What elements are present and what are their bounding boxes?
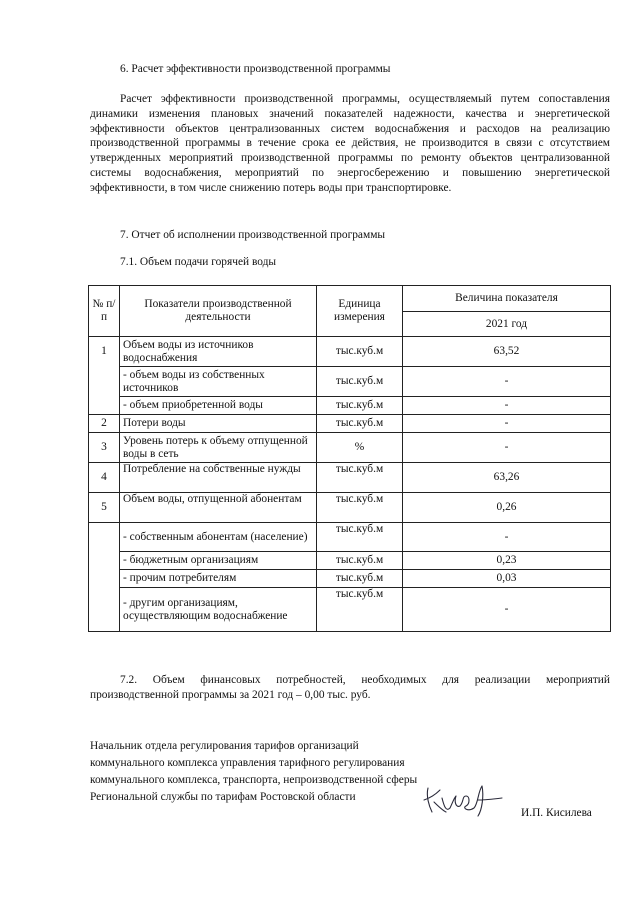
row-unit: тыс.куб.м: [317, 493, 403, 523]
row-indicator: Потребление на собственные нужды: [120, 463, 317, 493]
row-unit: тыс.куб.м: [317, 552, 403, 570]
header-num: № п/п: [89, 286, 120, 337]
row-value: -: [403, 588, 611, 632]
table-row: [89, 397, 611, 415]
table-row: [89, 367, 611, 397]
section-6-paragraph: Расчет эффективности производственной программы, осуществляемый путем сопоставления динамики изменения плановых значений показателей надежности, качества и энергетической эффективности объектов централизованных систем водоснабжения и расходов на реализацию производственной программы в течение срока ее действия, не производится в связи с отсутствием утвержденных мероприятий производственной программы по ремонту объектов централизованной системы водоснабжения, мероприятий по энергосбережению и повышению энергетической эффективности, в том числе снижению потерь воды при транспортировке.: [90, 93, 610, 194]
row-value: -: [403, 397, 611, 415]
header-unit: Единица измерения: [317, 286, 403, 337]
row-value: -: [403, 433, 611, 463]
table-row: [89, 570, 611, 588]
handwritten-signature: [420, 772, 506, 820]
section-7-heading: 7. Отчет об исполнении производственной программы: [120, 229, 386, 241]
row-indicator: - бюджетным организациям: [120, 552, 317, 570]
row-unit: тыс.куб.м: [317, 337, 403, 367]
row-number: 1: [89, 337, 120, 415]
water-supply-table: [88, 285, 611, 632]
header-year: 2021 год: [403, 312, 611, 337]
row-number: [89, 523, 120, 632]
table-row: [89, 552, 611, 570]
header-indicator: Показатели производственной деятельности: [120, 286, 317, 337]
row-unit: %: [317, 433, 403, 463]
row-number: 5: [89, 493, 120, 523]
row-indicator: - другим организациям, осуществляющим водоснабжение: [120, 588, 317, 632]
row-value: 0,03: [403, 570, 611, 588]
row-value: 63,26: [403, 463, 611, 493]
row-indicator: Объем воды, отпущенной абонентам: [120, 493, 317, 523]
row-number: 4: [89, 463, 120, 493]
table-row: [89, 415, 611, 433]
row-unit: тыс.куб.м: [317, 570, 403, 588]
section-6-heading: 6. Расчет эффективности производственной программы: [120, 63, 391, 75]
signatory-position: Начальник отдела регулирования тарифов организаций коммунального комплекса управления тарифного регулирования коммунального комплекса, транспорта, непроизводственной сферы Региональной службы по тарифам Ростовской области: [90, 740, 418, 803]
row-unit: тыс.куб.м: [317, 367, 403, 397]
table-row: [89, 523, 611, 552]
row-indicator: - объем воды из собственных источников: [120, 367, 317, 397]
section-7-1-heading: 7.1. Объем подачи горячей воды: [120, 256, 277, 268]
row-indicator: Уровень потерь к объему отпущенной воды в сеть: [120, 433, 317, 463]
table-row: [89, 463, 611, 493]
row-unit: тыс.куб.м: [317, 463, 403, 493]
row-indicator: - прочим потребителям: [120, 570, 317, 588]
table-row: [89, 588, 611, 632]
row-unit: тыс.куб.м: [317, 523, 403, 552]
section-7-2-paragraph: 7.2. Объем финансовых потребностей, необходимых для реализации мероприятий производственной программы за 2021 год – 0,00 тыс. руб.: [90, 674, 610, 701]
row-unit: тыс.куб.м: [317, 588, 403, 632]
table-row: [89, 337, 611, 367]
table-row: [89, 433, 611, 463]
table-row: [89, 493, 611, 523]
row-value: -: [403, 415, 611, 433]
row-indicator: - собственным абонентам (население): [120, 523, 317, 552]
row-unit: тыс.куб.м: [317, 415, 403, 433]
row-indicator: - объем приобретенной воды: [120, 397, 317, 415]
row-value: -: [403, 367, 611, 397]
row-value: 0,23: [403, 552, 611, 570]
row-value: 0,26: [403, 493, 611, 523]
row-value: -: [403, 523, 611, 552]
signer-name: И.П. Кисилева: [521, 807, 592, 819]
row-number: 3: [89, 433, 120, 463]
row-unit: тыс.куб.м: [317, 397, 403, 415]
row-indicator: Потери воды: [120, 415, 317, 433]
row-number: 2: [89, 415, 120, 433]
row-indicator: Объем воды из источников водоснабжения: [120, 337, 317, 367]
header-value-group: Величина показателя: [403, 286, 611, 312]
row-value: 63,52: [403, 337, 611, 367]
